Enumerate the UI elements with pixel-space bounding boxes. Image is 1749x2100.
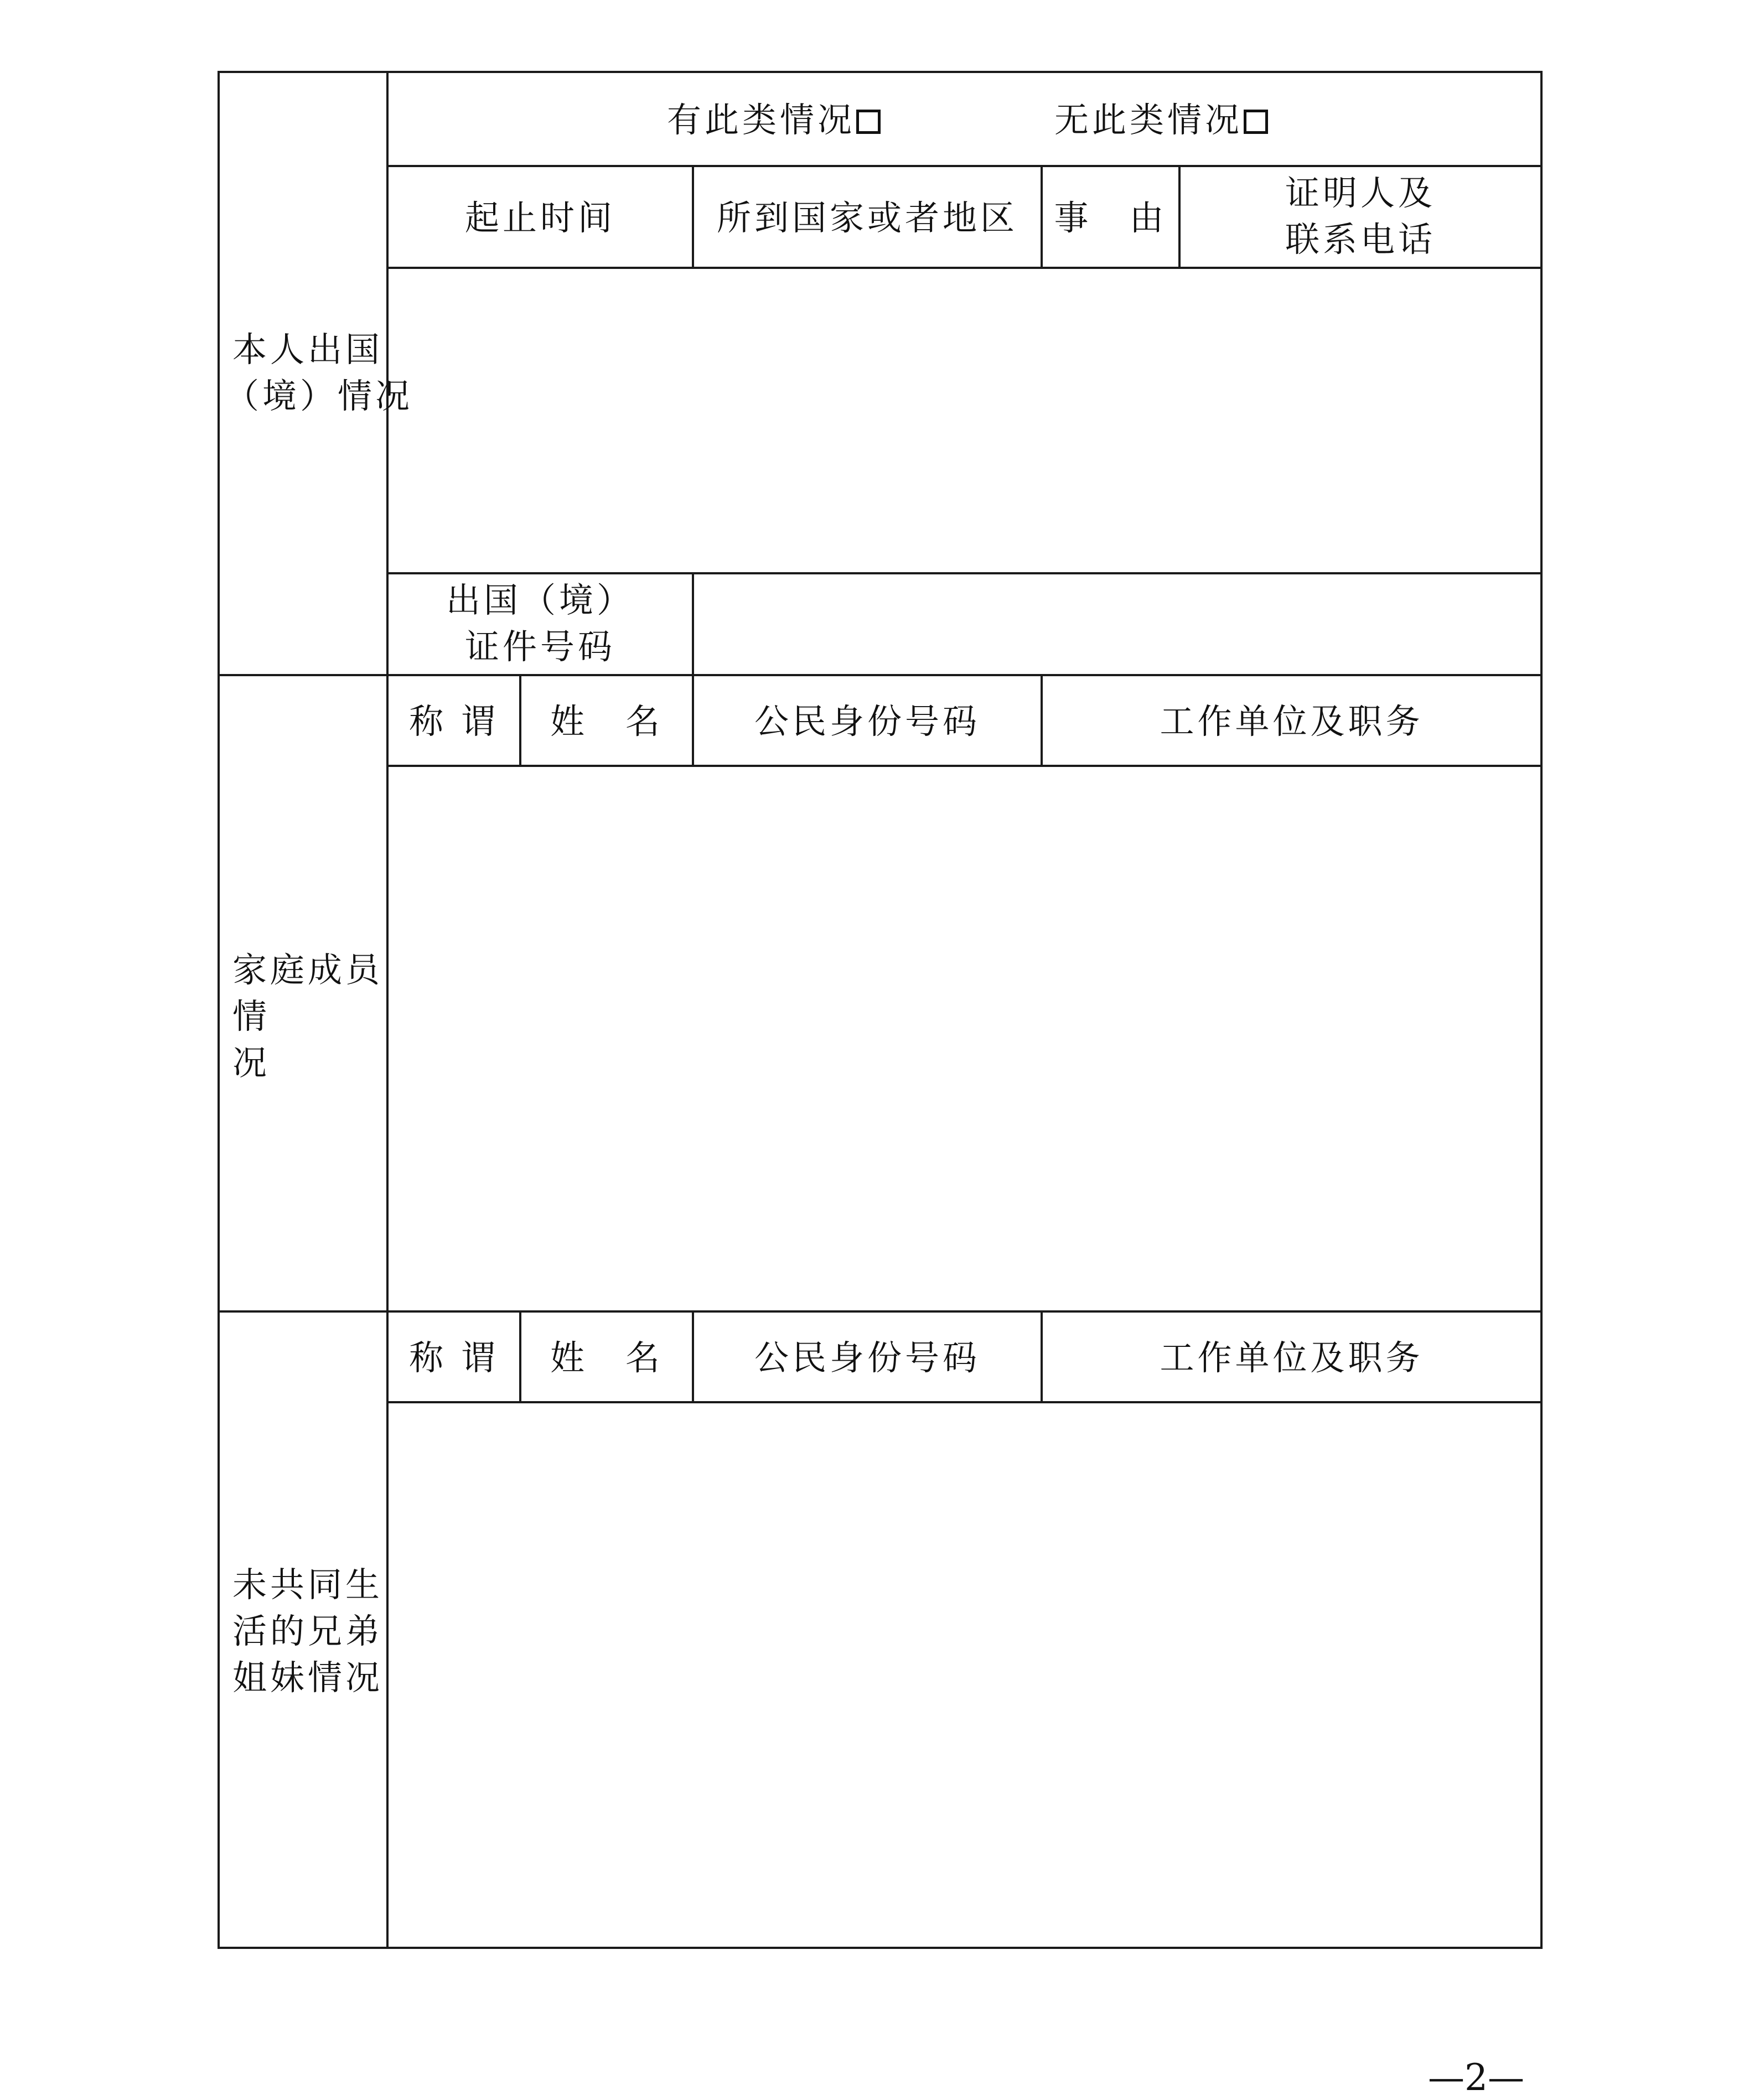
column-header-reason: 事 由: [1054, 198, 1167, 238]
passport-number-field[interactable]: [694, 574, 1540, 674]
family-entry-area[interactable]: [389, 767, 1540, 1310]
family-label-line-2a: 情: [232, 996, 271, 1036]
family-header-work-unit: 工作单位及职务: [1160, 701, 1424, 742]
table-border-bottom: [218, 1947, 1543, 1949]
family-label-line-2b: 况: [232, 1043, 271, 1083]
siblings-label-line-2: 活的兄弟: [232, 1611, 384, 1651]
row-divider: [386, 165, 1543, 167]
section-divider: [218, 1310, 1543, 1313]
overseas-label-line-1: 本人出国: [232, 329, 384, 370]
section-divider: [218, 674, 1543, 676]
witness-line-2: 联系电话: [1285, 219, 1436, 260]
siblings-header-name: 姓 名: [550, 1337, 663, 1378]
no-case-checkbox[interactable]: [1244, 110, 1268, 134]
siblings-label-line-3: 姐妹情况: [232, 1657, 384, 1698]
siblings-section-label: [232, 1562, 383, 1701]
family-label-line-1: 家庭成员: [232, 950, 384, 990]
passport-label-line-2: 证件号码: [464, 626, 615, 667]
table-border-top: [218, 71, 1543, 73]
overseas-entry-area[interactable]: [389, 269, 1540, 572]
has-case-option: [667, 97, 881, 143]
passport-label-line-1: 出国（境）: [446, 580, 634, 620]
has-case-label: 有此类情况: [667, 100, 856, 140]
family-header-id-number: 公民身份号码: [754, 701, 980, 742]
family-header-name: 姓 名: [550, 701, 663, 742]
family-header-relation: 称 谓: [409, 701, 499, 742]
passport-number-label: [389, 577, 692, 670]
table-border-right: [1540, 71, 1543, 1949]
siblings-header-id-number: 公民身份号码: [754, 1337, 980, 1378]
table-border-left: [218, 71, 220, 1949]
family-label-line-2: [232, 993, 376, 1086]
overseas-section-label: [225, 326, 413, 419]
siblings-header-relation: 称 谓: [409, 1337, 499, 1378]
siblings-entry-area[interactable]: [389, 1403, 1540, 1947]
has-case-checkbox[interactable]: [856, 110, 881, 134]
column-header-period: 起止时间: [464, 198, 615, 238]
no-case-option: [1054, 97, 1268, 143]
page-number: —2—: [1428, 2056, 1524, 2099]
no-case-label: 无此类情况: [1054, 100, 1243, 140]
family-section-label: [232, 947, 384, 1086]
siblings-label-line-1: 未共同生: [232, 1564, 384, 1605]
overseas-label-line-2: （境）情况: [225, 376, 413, 416]
column-header-destination: 所到国家或者地区: [716, 198, 1018, 238]
witness-line-1: 证明人及: [1285, 173, 1436, 213]
column-header-witness: [1181, 170, 1540, 263]
siblings-header-work-unit: 工作单位及职务: [1160, 1337, 1424, 1378]
